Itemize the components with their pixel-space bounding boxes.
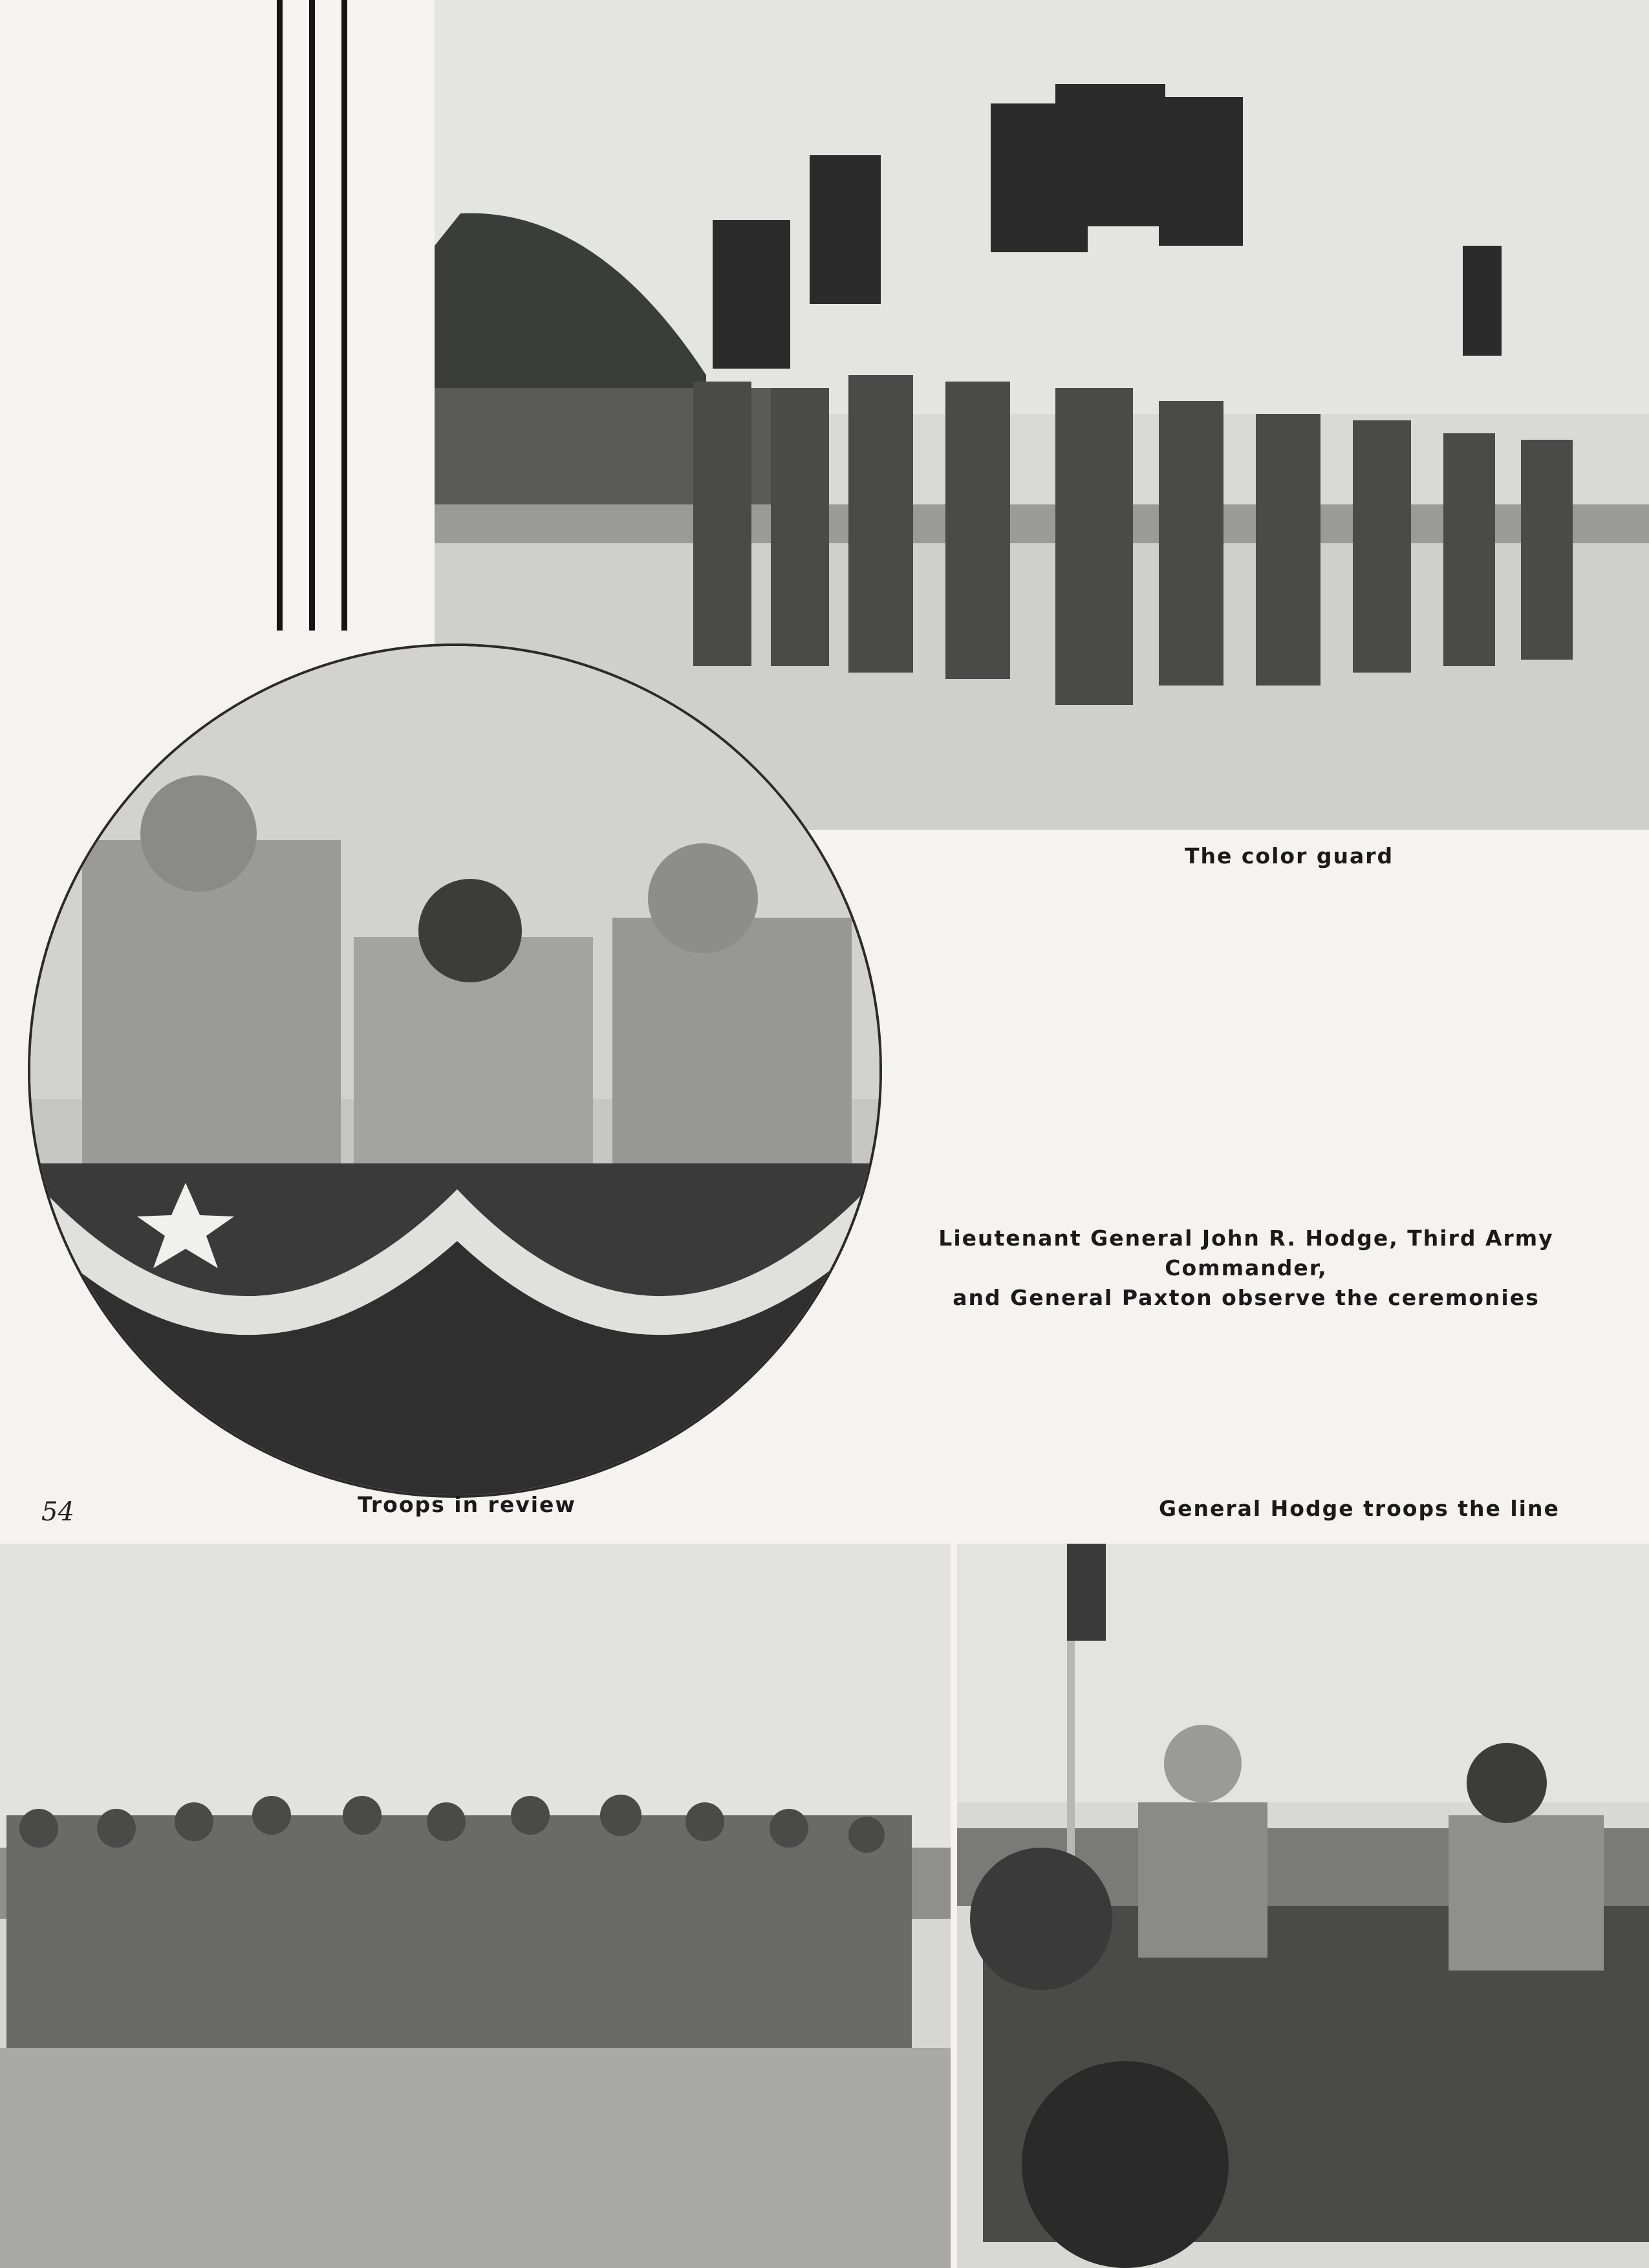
caption-observers-line-2: and General Paxton observe the ceremonies bbox=[953, 1285, 1540, 1310]
decorative-rule-1 bbox=[277, 0, 283, 631]
caption-color-guard: The color guard bbox=[1185, 843, 1394, 869]
caption-troops-in-review: Troops in review bbox=[358, 1492, 576, 1517]
photo-troops-in-review bbox=[0, 1544, 951, 2268]
photo-reviewing-stand bbox=[28, 643, 882, 1498]
caption-observers-line-1: Lieutenant General John R. Hodge, Third Army Commander, bbox=[938, 1226, 1554, 1280]
page-number: 54 bbox=[41, 1497, 74, 1527]
caption-observers bbox=[861, 1224, 1631, 1313]
decorative-rule-3 bbox=[341, 0, 347, 631]
photo-hodge-jeep bbox=[957, 1544, 1649, 2268]
caption-hodge-troops-line: General Hodge troops the line bbox=[1159, 1496, 1560, 1521]
decorative-rule-2 bbox=[309, 0, 315, 631]
